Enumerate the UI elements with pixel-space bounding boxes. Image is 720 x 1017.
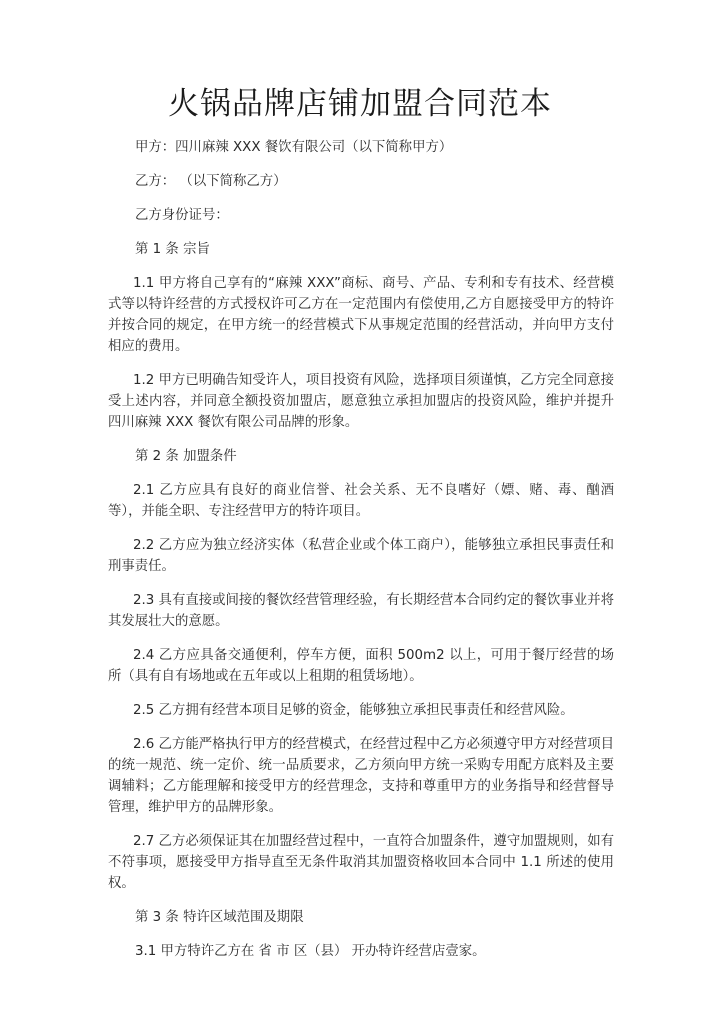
section-3-heading: 第 3 条 特许区域范围及期限: [135, 910, 304, 925]
section-2-heading: 第 2 条 加盟条件: [135, 449, 237, 464]
document-title: 火锅品牌店铺加盟合同范本: [168, 86, 552, 122]
clause-2-6: 2.6 乙方能严格执行甲方的经营模式，在经营过程中乙方必须遵守甲方对经营项目的统一规范、统一定价、统一品质要求，乙方须向甲方统一采购专用配方底料及主要调辅料；乙方能理解和接受甲方的经营理念，支持和尊重甲方的业务指导和经营督导管理，维护甲方的品牌形象。: [108, 737, 614, 815]
clause-2-7: 2.7 乙方必须保证其在加盟经营过程中，一直符合加盟条件，遵守加盟规则，如有不符事项，愿接受甲方指导直至无条件取消其加盟资格收回本合同中 1.1 所述的使用权。: [108, 834, 614, 891]
clause-1-2: 1.2 甲方已明确告知受许人，项目投资有风险，选择项目须谨慎，乙方完全同意接受上述内容，并同意全额投资加盟店，愿意独立承担加盟店的投资风险，维护并提升四川麻辣 XXX 餐饮有限公司品牌的形象。: [108, 373, 614, 430]
document-body: [108, 137, 614, 975]
clause-1-1: 1.1 甲方将自己享有的“麻辣 XXX”商标、商号、产品、专利和专有技术、经营模式等以特许经营的方式授权许可乙方在一定范围内有偿使用,乙方自愿接受甲方的特许并按合同的规定，在甲方统一的经营模式下从事规定范围的经营活动，并向甲方支付相应的费用。: [108, 276, 614, 354]
clause-2-2: 2.2 乙方应为独立经济实体（私营企业或个体工商户），能够独立承担民事责任和刑事责任。: [108, 538, 614, 574]
clause-2-3: 2.3 具有直接或间接的餐饮经营管理经验，有长期经营本合同约定的餐饮事业并将其发展壮大的意愿。: [108, 593, 614, 629]
clause-3-1: 3.1 甲方特许乙方在 省 市 区（县） 开办特许经营店壹家。: [135, 944, 486, 959]
clause-2-1: 2.1 乙方应具有良好的商业信誉、社会关系、无不良嗜好（嫖、赌、毒、酗酒等），并能全职、专注经营甲方的特许项目。: [108, 483, 614, 519]
clause-2-4: 2.4 乙方应具备交通便利，停车方便，面积 500m2 以上，可用于餐厅经营的场所（具有自有场地或在五年或以上租期的租赁场地）。: [108, 648, 614, 684]
section-1-heading: 第 1 条 宗旨: [135, 242, 210, 257]
party-b-line: 乙方： （以下简称乙方）: [135, 174, 287, 189]
party-a-line: 甲方：四川麻辣 XXX 餐饮有限公司（以下简称甲方）: [135, 140, 453, 155]
clause-2-5: 2.5 乙方拥有经营本项目足够的资金，能够独立承担民事责任和经营风险。: [133, 703, 574, 718]
party-b-id-line: 乙方身份证号：: [135, 208, 229, 223]
